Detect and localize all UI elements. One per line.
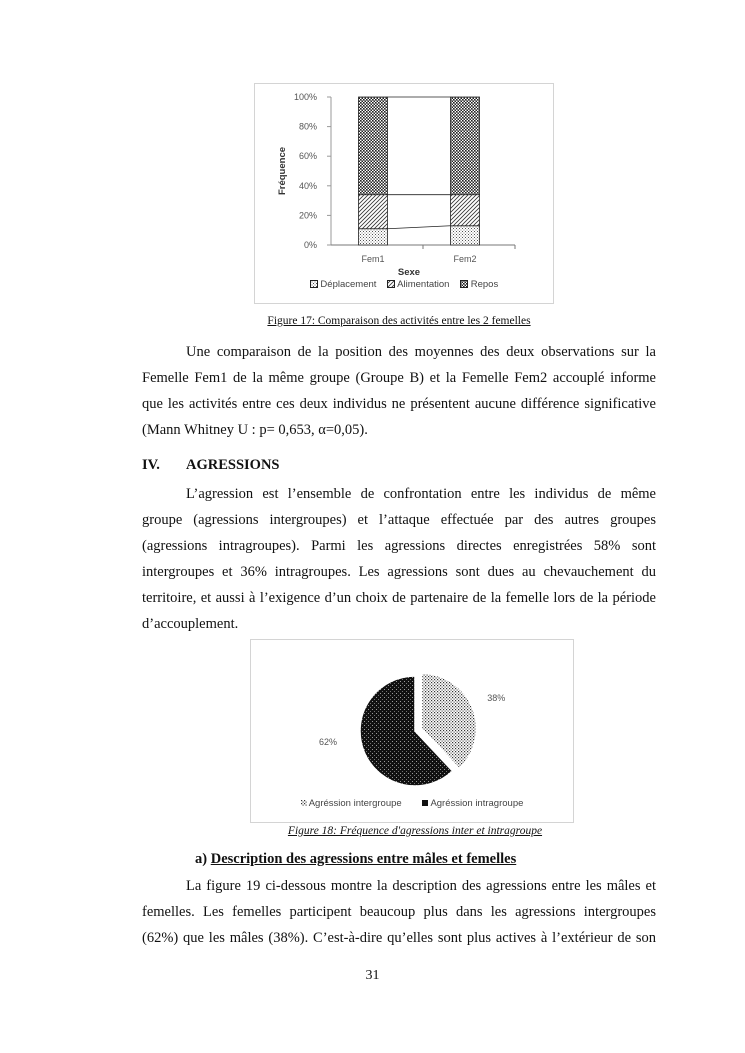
page-number: 31 bbox=[365, 968, 380, 983]
bar-alimentation-fem2 bbox=[451, 195, 480, 226]
figure17-legend bbox=[255, 279, 553, 290]
bar-dplacement-fem2 bbox=[451, 226, 480, 245]
figure18-plot bbox=[251, 640, 573, 822]
legend-item-alimentation: Alimentation bbox=[387, 279, 452, 290]
legend-item-repos: Repos bbox=[460, 279, 498, 290]
bar-repos-fem2 bbox=[451, 97, 480, 195]
y-tick-label: 60% bbox=[298, 151, 317, 162]
y-axis-title: Fréquence bbox=[277, 146, 288, 196]
y-tick-label: 0% bbox=[303, 240, 317, 250]
figure18-caption: Figure 18: Fréquence d'agressions inter et intragroupe bbox=[287, 825, 543, 837]
section-title: AGRESSIONS bbox=[186, 457, 280, 473]
legend-item-deplacement: Déplacement bbox=[310, 279, 379, 290]
figure18-chart bbox=[250, 639, 574, 823]
figure18-legend bbox=[251, 798, 573, 809]
pie-data-label: 38% bbox=[487, 693, 506, 704]
legend-item-intergroupe: Agréssion intergroupe bbox=[301, 798, 405, 809]
subsection-title: Description des agressions entre mâles et femelles bbox=[210, 851, 517, 867]
figure17-plot bbox=[255, 84, 553, 303]
legend-item-intragroupe: Agréssion intragroupe bbox=[422, 798, 523, 809]
subsection-label: a) bbox=[195, 851, 208, 867]
series-line-0 bbox=[388, 226, 451, 229]
section-number: IV. bbox=[142, 457, 160, 473]
x-tick-label: Fem2 bbox=[453, 254, 477, 264]
paragraph-agressions: L’agression est l’ensemble de confrontation entre les individus de même groupe (agressions intergroupes) et l’attaque effectuée par des autres groupes (agressions intragroupes). Parmi les agressions directes enregistrées 58% sont intergroupes et 36% intragroupes. Les agressions sont dues au chevauchement du territoire, et aussi à l’exigence d’un choix de partenaire de la femelle lors de la période d’accouplement. bbox=[142, 486, 656, 632]
bar-dplacement-fem1 bbox=[359, 229, 388, 245]
y-tick-label: 80% bbox=[298, 121, 317, 132]
bar-alimentation-fem1 bbox=[359, 195, 388, 229]
y-tick-label: 20% bbox=[298, 210, 317, 221]
y-tick-label: 40% bbox=[298, 180, 317, 191]
x-tick-label: Fem1 bbox=[361, 254, 385, 264]
paragraph-comparison: Une comparaison de la position des moyennes des deux observations sur la Femelle Fem1 de la même groupe (Groupe B) et la Femelle Fem2 accouplé informe que les activités entre ces deux individus ne présentent aucune différence significative (Mann Whitney U : p= 0,653, α=0,05). bbox=[142, 344, 656, 438]
paragraph-description: La figure 19 ci-dessous montre la description des agressions entre les mâles et femelles. Les femelles participent beaucoup plus dans les agressions intergroupes (62%) que les mâles (38%). C’est-à-dire qu’elles sont plus actives à l’extérieur de son bbox=[142, 878, 656, 946]
figure17-chart bbox=[254, 83, 554, 304]
y-tick-label: 100% bbox=[293, 92, 317, 102]
bar-repos-fem1 bbox=[359, 97, 388, 195]
section-heading bbox=[142, 457, 279, 474]
figure17-caption: Figure 17: Comparaison des activités entre les 2 femelles bbox=[267, 315, 531, 327]
x-axis-title: Sexe bbox=[397, 267, 421, 278]
pie-data-label: 62% bbox=[318, 736, 337, 747]
subsection-heading bbox=[195, 851, 516, 868]
